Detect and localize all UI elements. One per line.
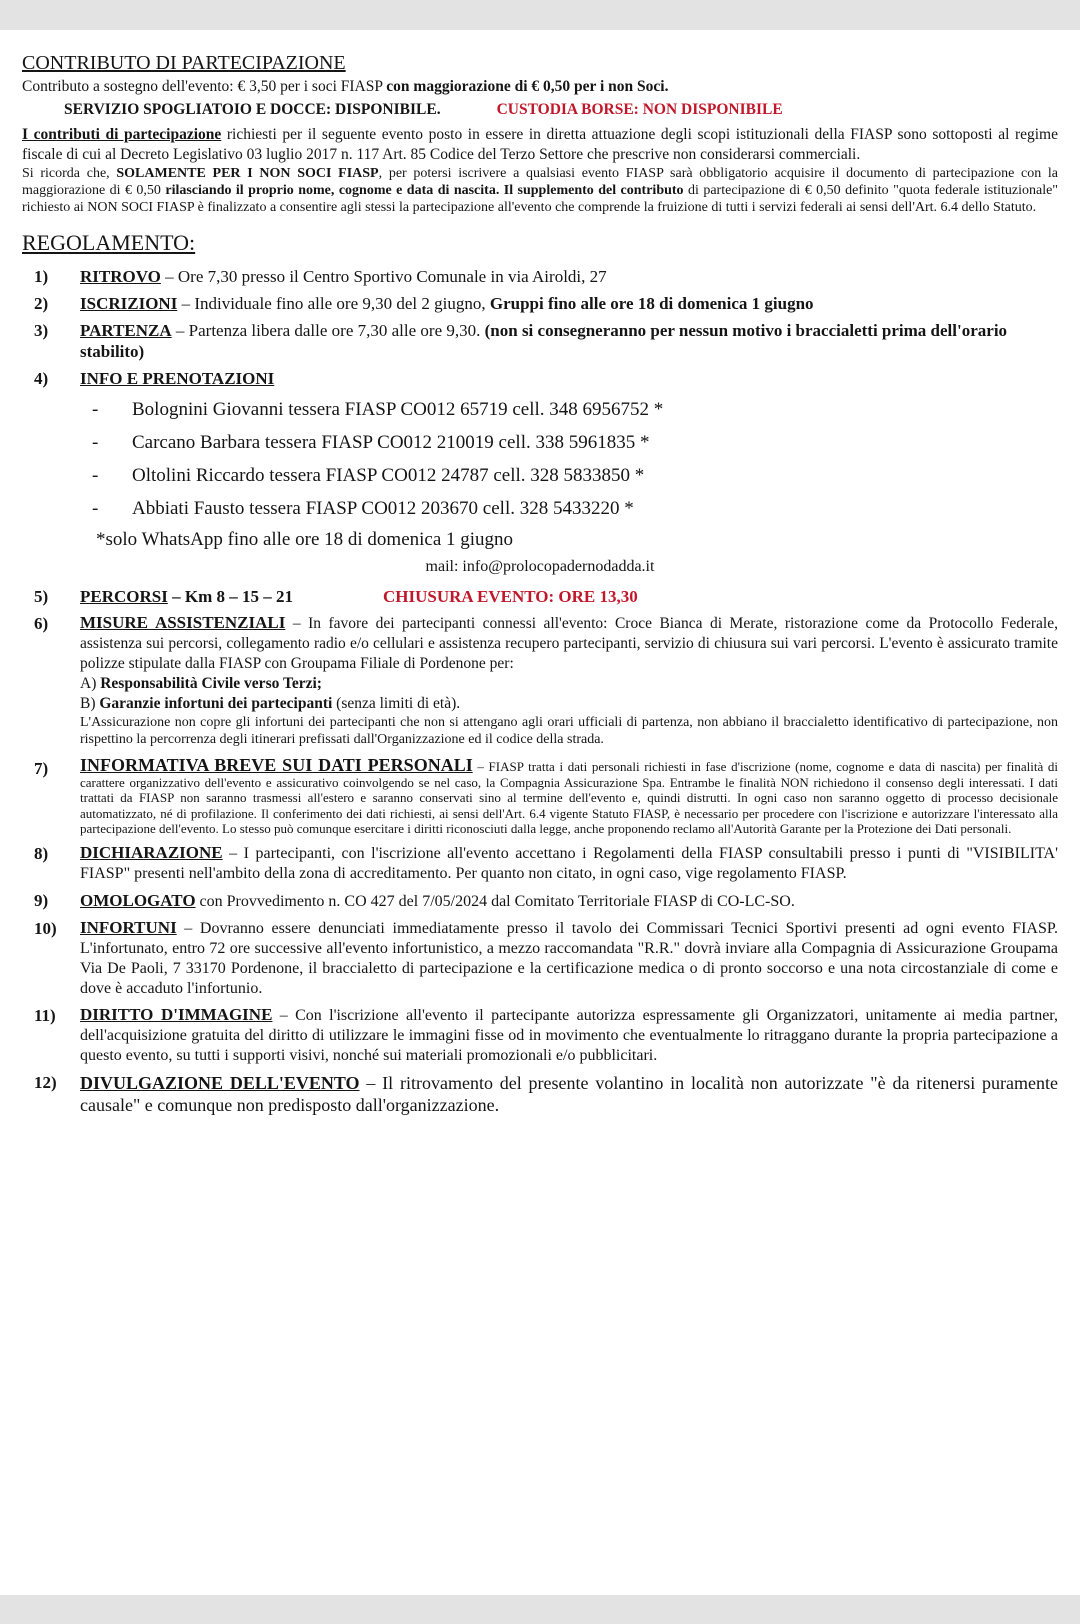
contact-item: - Abbiati Fausto tessera FIASP CO012 203670 cell. 328 5433220 * — [92, 498, 634, 519]
contributo-line: Contributo a sostegno dell'evento: € 3,50 per i soci FIASP con maggiorazione di € 0,50 per i non Soci. — [22, 78, 669, 95]
item-divulgazione: 12) DIVULGAZIONE DELL'EVENTO – Il ritrovamento del presente volantino in località non autorizzate "è da ritenersi puramente causale" e comunque non predisposto dall'organizzazione. — [34, 1072, 1058, 1115]
contacts-list — [80, 393, 1058, 525]
item-infortuni: 10) INFORTUNI – Dovranno essere denunciati immediatamente presso il tavolo dei Commissari Tecnici Sportivi presenti ad ogni evento FIASP. L'infortunato, entro 72 ore successive all'evento infortunistico, a mezzo raccomandata "R.R." dovrà inviare alla Compagnia di Assicurazione Groupama Via De Paoli, 7 33170 Pordenone, il braccialetto di partecipazione e la certificazione medica o di pronto soccorso e una nota circostanziale di come e dove è accaduto l'infortunio. — [34, 917, 1058, 997]
item-ritrovo: 1) RITROVO – Ore 7,30 presso il Centro Sportivo Comunale in via Airoldi, 27 — [34, 267, 607, 286]
item-diritto-immagine: 11) DIRITTO D'IMMAGINE – Con l'iscrizione all'evento il partecipante autorizza espressamente gli Organizzatori, unitamente ai media partner, dell'acquisizione gratuita del diritto di utilizzare le immagini fisse od in movimento che eventualmente lo ritraggano durante la propria partecipazione a questo evento, su tutti i supporti visivi, nonché sui materiali promozionali e/o pubblicitari. — [34, 1004, 1058, 1064]
document-page — [0, 30, 1080, 1595]
contact-item: - Oltolini Riccardo tessera FIASP CO012 24787 cell. 328 5833850 * — [92, 465, 645, 486]
servizi-line: SERVIZIO SPOGLIATOIO E DOCCE: DISPONIBILE. CUSTODIA BORSE: NON DISPONIBILE — [64, 101, 783, 118]
item-misure: 6) MISURE ASSISTENZIALI – In favore dei partecipanti connessi all'evento: Croce Bianca di Merate, ristorazione come da Protocollo Federale, assistenza sui percorsi, collegamento radio e/o cellulari e assistenza recupero partecipanti, servizio di chiusura sui vari percorsi. L'evento è assicurato tramite polizze stipulate dalla FIASP con Groupama Filiale di Pordenone per: A) Responsabilità Civile verso Terzi; B) Garanzie infortuni dei partecipanti (senza limiti di età). L'Assicurazione non copre gli infortuni dei partecipanti che non si attengano agli orari ufficiali di partenza, non abbiano il braccialetto identificativo di partecipazione, non rispettino la percorrenza degli itinerari prefissati dall'Organizzazione ed il codice della strada. — [34, 613, 1058, 747]
item-dichiarazione: 8) DICHIARAZIONE – I partecipanti, con l'iscrizione all'evento accettano i Regolamenti della FIASP consultabili presso i punti di "VISIBILITA' FIASP" presenti nell'ambito della zona di accreditamento. Per quanto non citato, in ogni caso, vige regolamento FIASP. — [34, 842, 1058, 882]
item-info: 4) INFO E PRENOTAZIONI - Bolognini Giovanni tessera FIASP CO012 65719 cell. 348 6956752 * - Carcano Barbara tessera FIASP CO012 210019 cell. 338 5961835 * - Oltolini Riccardo tessera FIASP CO012 24787 cell. 328 5833850 * - Abbiati Fausto tessera FIASP CO012 203670 cell. 328 5433220 * *solo WhatsApp fino alle ore 18 di domenica 1 giugno — [34, 368, 1058, 550]
item-iscrizioni: 2) ISCRIZIONI – Individuale fino alle ore 9,30 del 2 giugno, Gruppi fino alle ore 18 di domenica 1 giugno — [34, 294, 814, 313]
regolamento-title: REGOLAMENTO: — [22, 230, 196, 255]
contributo-title: CONTRIBUTO DI PARTECIPAZIONE — [22, 52, 346, 74]
mail-line: mail: info@prolocopadernodadda.it — [425, 558, 655, 575]
item-omologato: 9) OMOLOGATO con Provvedimento n. CO 427 del 7/05/2024 dal Comitato Territoriale FIASP di CO-LC-SO. — [34, 890, 795, 910]
contact-item: - Bolognini Giovanni tessera FIASP CO012 65719 cell. 348 6956752 * — [92, 399, 664, 420]
contact-item: - Carcano Barbara tessera FIASP CO012 210019 cell. 338 5961835 * — [92, 432, 650, 453]
whatsapp-note: *solo WhatsApp fino alle ore 18 di domenica 1 giugno — [96, 529, 514, 550]
item-informativa: 7) INFORMATIVA BREVE SUI DATI PERSONALI – FIASP tratta i dati personali richiesti in fase d'iscrizione (nome, cognome e data di nascita) per finalità di carattere organizzativo dell'evento e assicurativo coinvolgendo se nel caso, la Compagnia Assicurazione Spa. Entrambe le finalità NON richiedono il consenso degli interessati. I dati trattati da FIASP non saranno trasmessi all'estero e saranno conservati sino al termine dell'evento e, quindi distrutti. In ogni caso non saranno oggetto di processo decisionale automatizzato, né di profilazione. Il conferimento dei dati richiesti, ai sensi dell'Art. 6.4 vigente Statuto FIASP, è necessario per procedere con l'iscrizione e autorizzare l'interessato alla partecipazione dell'evento. Lo stesso può comunque esercitare i diritti riconosciuti dalla legge, anche proponendo reclamo all'Autorità Garante per la Protezione dei Dati personali. — [34, 755, 1059, 836]
non-soci-paragraph: Si ricorda che, SOLAMENTE PER I NON SOCI FIASP, per potersi iscrivere a qualsiasi evento FIASP sarà obbligatorio acquisire il documento di partecipazione con la maggiorazione di € 0,50 rilasciando il proprio nome, cognome e data di nascita. Il supplemento del contributo di partecipazione di € 0,50 definito "quota federale istituzionale" richiesto ai NON SOCI FIASP è finalizzato a consentire agli stessi la partecipazione all'evento che comprende la fruizione di tutti i servizi federali ai sensi dell'Art. 6.4 dello Statuto. — [22, 166, 1059, 215]
item-partenza: 3) PARTENZA – Partenza libera dalle ore 7,30 alle ore 9,30. (non si consegneranno per nessun motivo i braccialetti prima dell'orario stabilito) — [34, 321, 1008, 361]
document-content — [22, 52, 1058, 1122]
contributi-paragraph: I contributi di partecipazione richiesti per il seguente evento posto in essere in diretta attuazione degli scopi istituzionali della FIASP sono sottoposti al regime fiscale di cui al Decreto Legislativo 03 luglio 2017 n. 117 Art. 85 Codice del Terzo Settore che prescrive non considerarsi commerciali. — [22, 126, 1058, 163]
item-percorsi: 5) PERCORSI – Km 8 – 15 – 21 CHIUSURA EVENTO: ORE 13,30 — [34, 587, 638, 606]
